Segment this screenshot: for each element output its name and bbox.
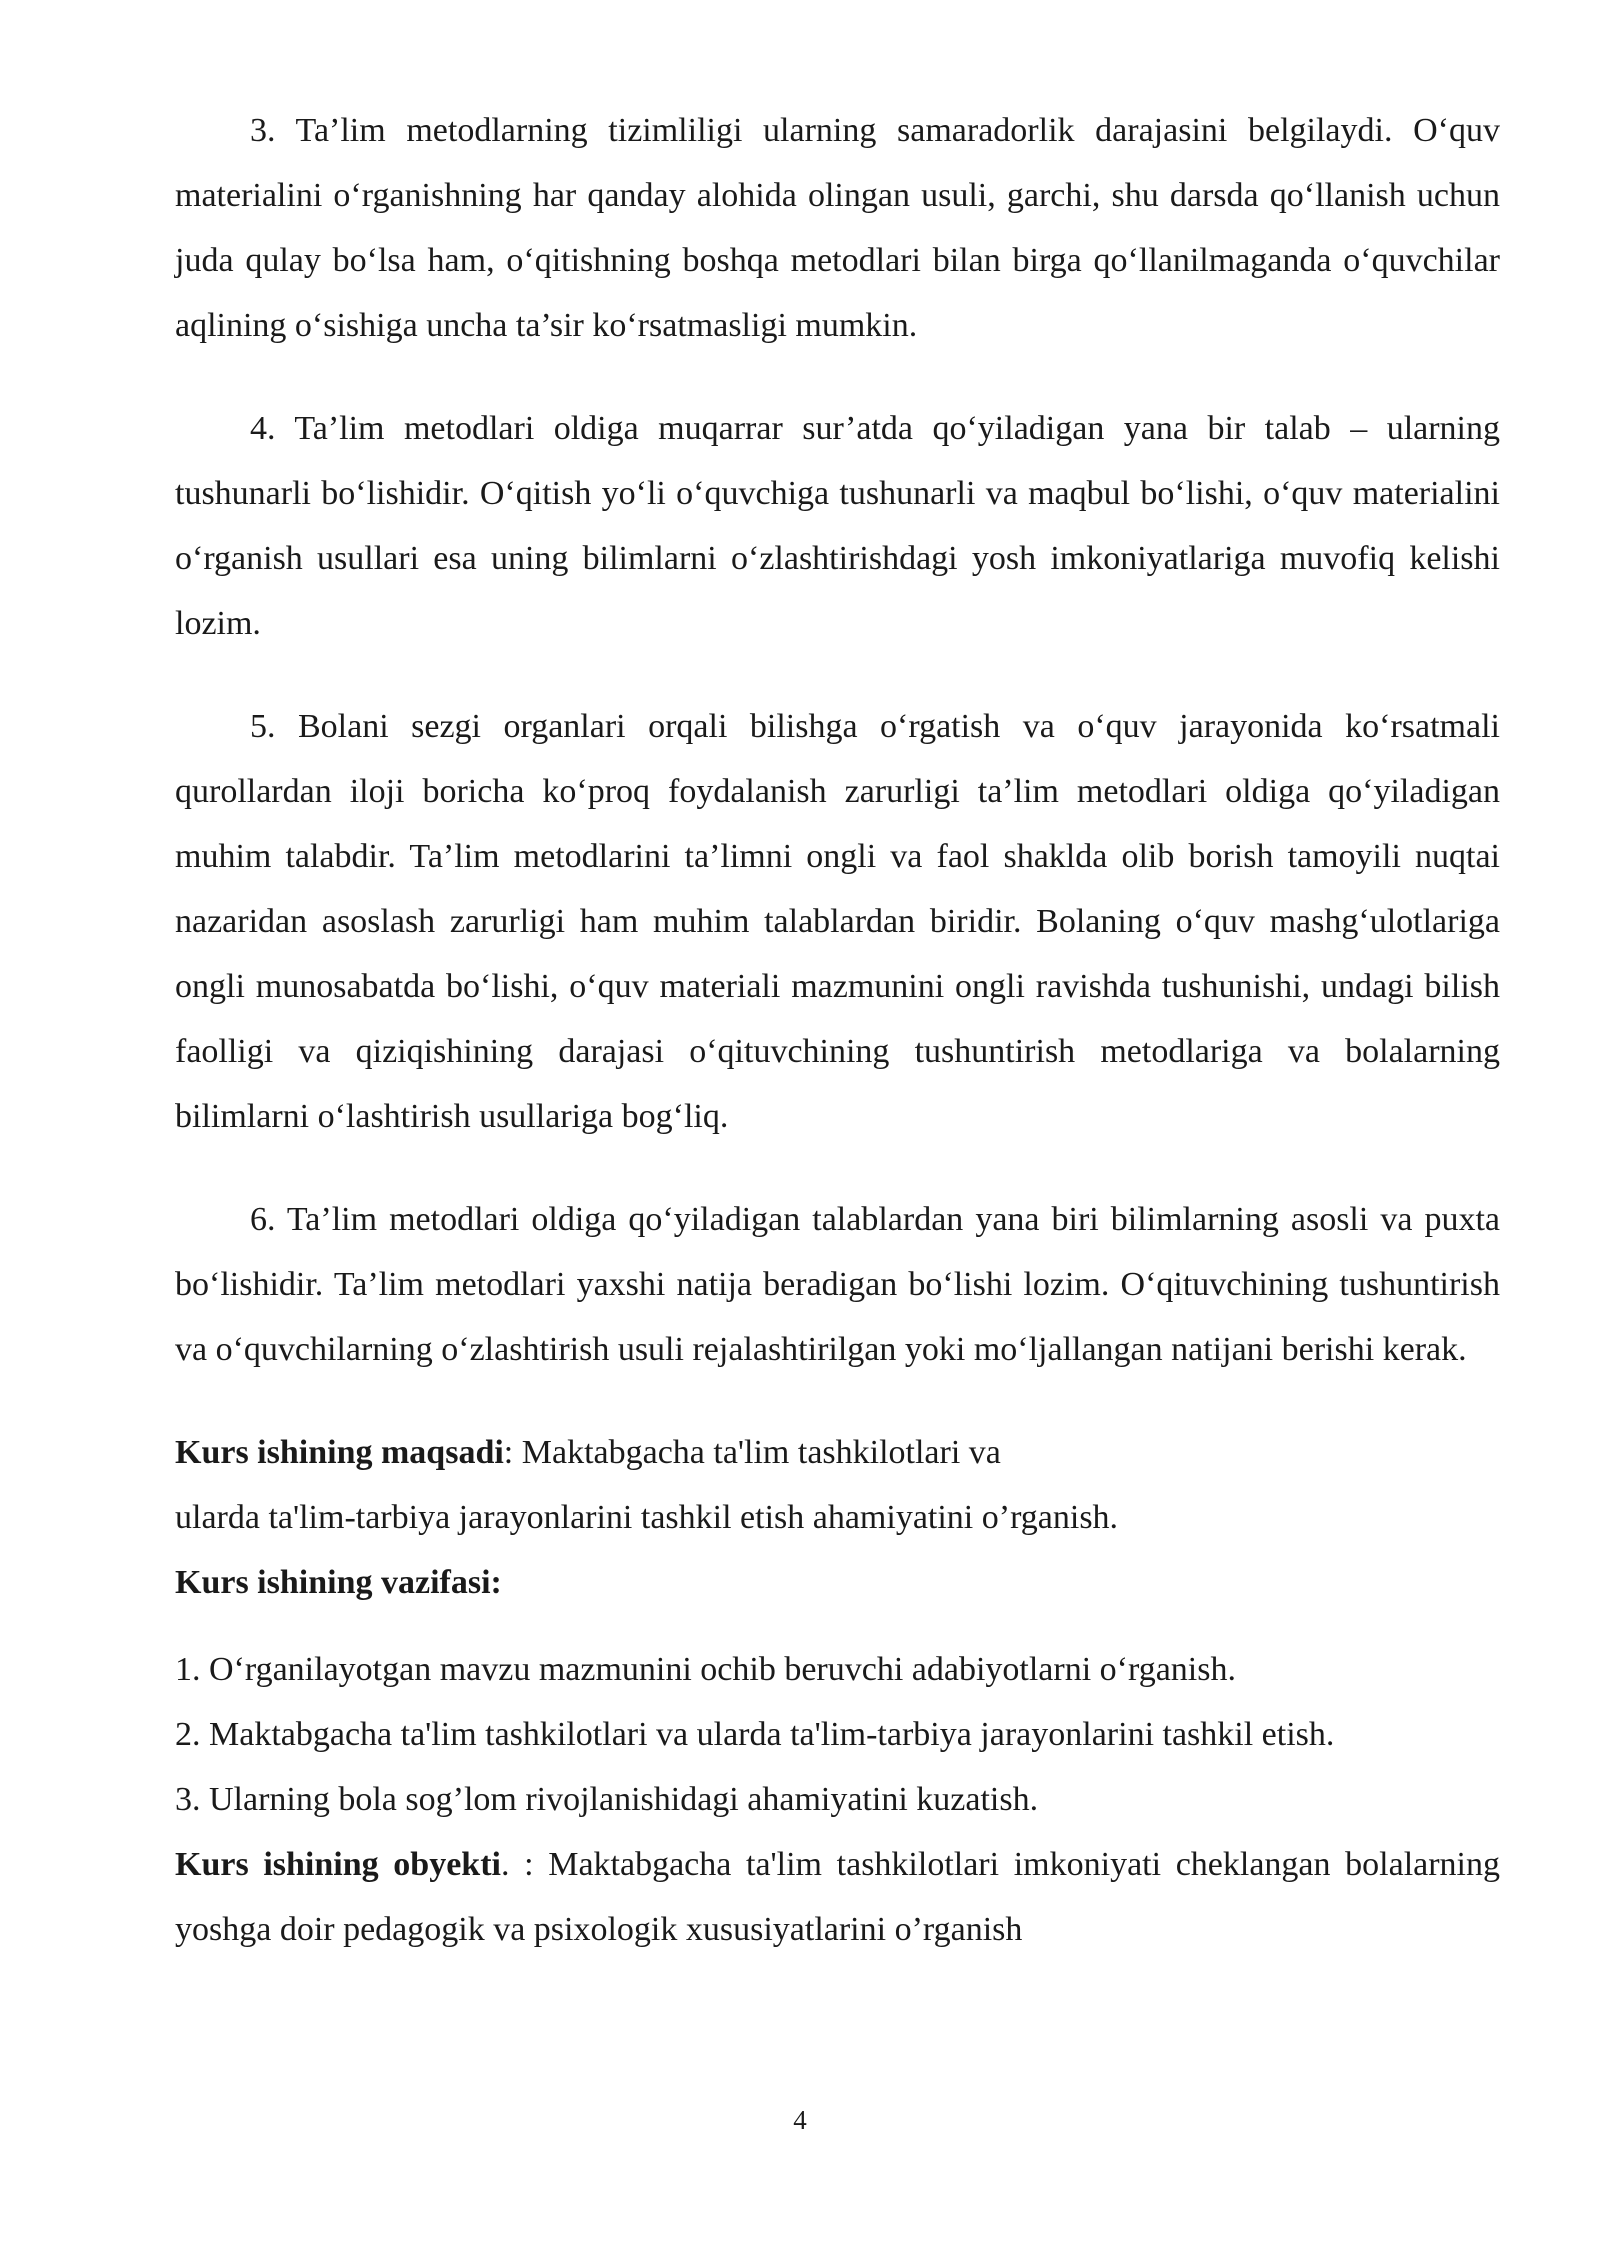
goal-line-2: ularda ta'lim-tarbiya jarayonlarini tashkil etish ahamiyatini o’rganish. [175, 1499, 1119, 1536]
paragraph-3: 3. Ta’lim metodlarning tizimliligi ularning samaradorlik darajasini belgilaydi. O‘quv materialini o‘rganishning har qanday alohida olingan usuli, garchi, shu darsda qo‘llanish uchun juda qulay bo‘lsa ham, o‘qitishning boshqa metodlari bilan birga qo‘llanilmaganda o‘quvchilar aqlining o‘sishiga uncha ta’sir ko‘rsatmasligi mumkin. [175, 112, 1500, 344]
task-item-3: 3. Ularning bola sog’lom rivojlanishidagi ahamiyatini kuzatish. [175, 1781, 1039, 1818]
object-text: . : Maktabgacha ta'lim tashkilotlari imkoniyati cheklangan bolalarning yoshga doir pedagogik va psixologik xususiyatlarini o’rganish [175, 1846, 1501, 1948]
object-label: Kurs ishining obyekti [175, 1846, 501, 1883]
goal-text-1: : Maktabgacha ta'lim tashkilotlari va [503, 1434, 1001, 1471]
text-column [175, 98, 1500, 1962]
paragraph-6: 6. Ta’lim metodlari oldiga qo‘yiladigan talablardan yana biri bilimlarning asosli va puxta bo‘lishidir. Ta’lim metodlari yaxshi natija beradigan bo‘lishi lozim. O‘qituvchining tushuntirish va o‘quvchilarning o‘zlashtirish usuli rejalashtirilgan yoki mo‘ljallangan natijani berishi kerak. [175, 1201, 1500, 1368]
task-item-2: 2. Maktabgacha ta'lim tashkilotlari va ularda ta'lim-tarbiya jarayonlarini tashkil etish. [175, 1716, 1335, 1753]
paragraph-5: 5. Bolani sezgi organlari orqali bilishga o‘rgatish va o‘quv jarayonida ko‘rsatmali qurollardan iloji boricha ko‘proq foydalanish zarurligi ta’lim metodlari oldiga qo‘yiladigan muhim talabdir. Ta’lim metodlarini ta’limni ongli va faol shaklda olib borish tamoyili nuqtai nazaridan asoslash zarurligi ham muhim talablardan biridir. Bolaning o‘quv mashg‘ulotlariga ongli munosabatda bo‘lishi, o‘quv materiali mazmunini ongli ravishda tushunishi, undagi bilish faolligi va qiziqishining darajasi o‘qituvchining tushuntirish metodlariga va bolalarning bilimlarni o‘lashtirish usullariga bog‘liq. [175, 708, 1500, 1135]
paragraph-4: 4. Ta’lim metodlari oldiga muqarrar sur’atda qo‘yiladigan yana bir talab – ularning tushunarli bo‘lishidir. O‘qitish yo‘li o‘quvchiga tushunarli va maqbul bo‘lishi, o‘quv materialini o‘rganish usullari esa uning bilimlarni o‘zlashtirishdagi yosh imkoniyatlariga muvofiq kelishi lozim. [175, 410, 1500, 642]
goal-line-1 [175, 1420, 1500, 1485]
tasks-heading: Kurs ishining vazifasi: [175, 1564, 502, 1601]
goal-label: Kurs ishining maqsadi [175, 1434, 504, 1471]
page-number: 4 [793, 2105, 807, 2135]
object-paragraph [175, 1832, 1500, 1962]
task-item-1: 1. O‘rganilayotgan mavzu mazmunini ochib beruvchi adabiyotlarni o‘rganish. [175, 1651, 1236, 1688]
